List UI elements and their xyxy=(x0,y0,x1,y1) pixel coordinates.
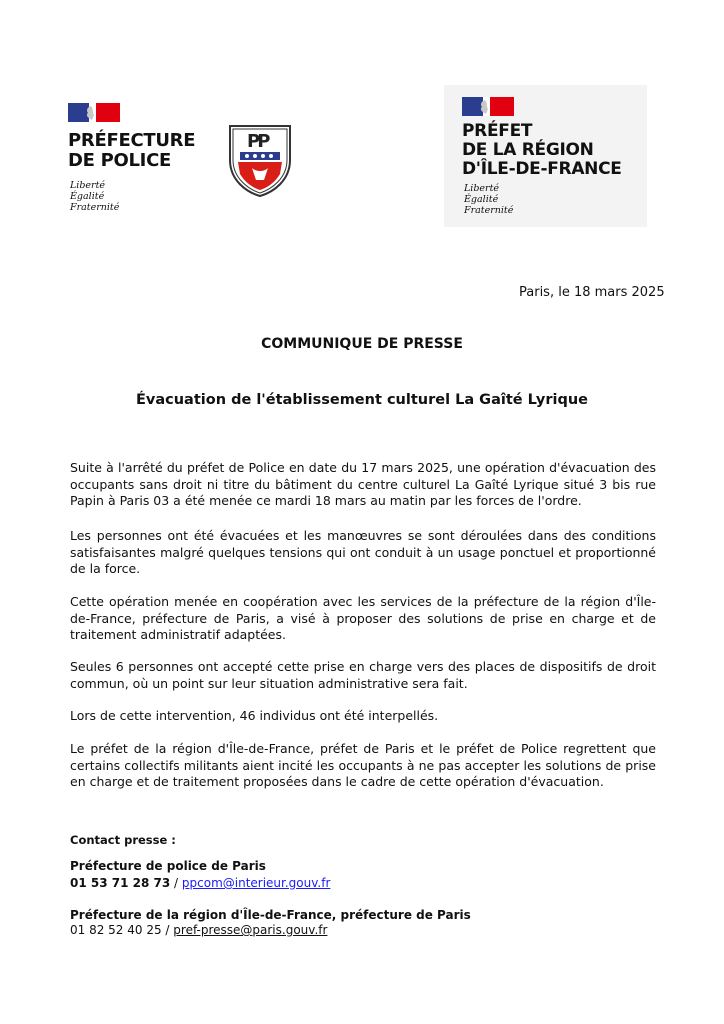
contact-email-link-2[interactable]: pref-presse@paris.gouv.fr xyxy=(173,923,328,937)
contact-phone-2: 01 82 52 40 25 xyxy=(70,923,162,937)
contact-phone-1: 01 53 71 28 73 xyxy=(70,876,171,890)
paragraph-6: Le préfet de la région d'Île-de-France, préfet de Paris et le préfet de Police regrettent que certains collectifs militants aient incité les occupants à ne pas accepter les solutions de prise en charge et de traitement proposées dans le cadre de cette opération d'évacuation. xyxy=(70,741,656,789)
motto-left: Liberté Égalité Fraternité xyxy=(70,180,120,213)
marianne-flag-icon xyxy=(462,97,514,116)
paragraph-3: Cette opération menée en coopération avec les services de la préfecture de la région d'Île-de-France, préfecture de Paris, a visé à proposer des solutions de prise en charge et de traitement administratif adaptées. xyxy=(70,594,656,642)
paragraph-2: Les personnes ont été évacuées et les manœuvres se sont déroulées dans des conditions satisfaisantes malgré quelques tensions qui ont conduit à un usage ponctuel et proportionné de la force. xyxy=(70,528,656,576)
emblem-monogram: PP xyxy=(247,131,268,152)
contact-org-1: Préfecture de police de Paris xyxy=(70,859,266,873)
contact-line-1 xyxy=(70,875,330,891)
prefet-region-title: PRÉFET DE LA RÉGION D'ÎLE-DE-FRANCE xyxy=(462,121,622,179)
prefecture-police-title: PRÉFECTURE DE POLICE xyxy=(68,130,196,171)
paragraph-4: Seules 6 personnes ont accepté cette prise en charge vers des places de dispositifs de droit commun, où un point sur leur situation administrative sera fait. xyxy=(70,659,656,691)
document-date: Paris, le 18 mars 2025 xyxy=(519,285,665,300)
contact-separator-2: / xyxy=(161,923,174,937)
contact-separator-1: / xyxy=(170,876,182,890)
paragraph-5: Lors de cette intervention, 46 individus ont été interpellés. xyxy=(70,708,439,723)
paragraph-1: Suite à l'arrêté du préfet de Police en date du 17 mars 2025, une opération d'évacuation des occupants sans droit ni titre du bâtiment du centre culturel La Gaîté Lyrique situé 3 bis rue Papin à Paris 03 a été menée ce mardi 18 mars au matin par les forces de l'ordre. xyxy=(70,460,656,508)
contact-email-link-1[interactable]: ppcom@interieur.gouv.fr xyxy=(181,876,331,890)
press-release-title: Évacuation de l'établissement culturel La Gaîté Lyrique xyxy=(135,392,588,408)
press-release-heading: COMMUNIQUE DE PRESSE xyxy=(261,336,463,352)
marianne-flag-icon xyxy=(68,103,120,122)
contact-label: Contact presse : xyxy=(70,833,176,847)
police-emblem xyxy=(226,122,294,198)
contact-line-2 xyxy=(70,922,327,938)
contact-org-2: Préfecture de la région d'Île-de-France, préfecture de Paris xyxy=(70,908,471,922)
motto-right: Liberté Égalité Fraternité xyxy=(464,183,514,216)
